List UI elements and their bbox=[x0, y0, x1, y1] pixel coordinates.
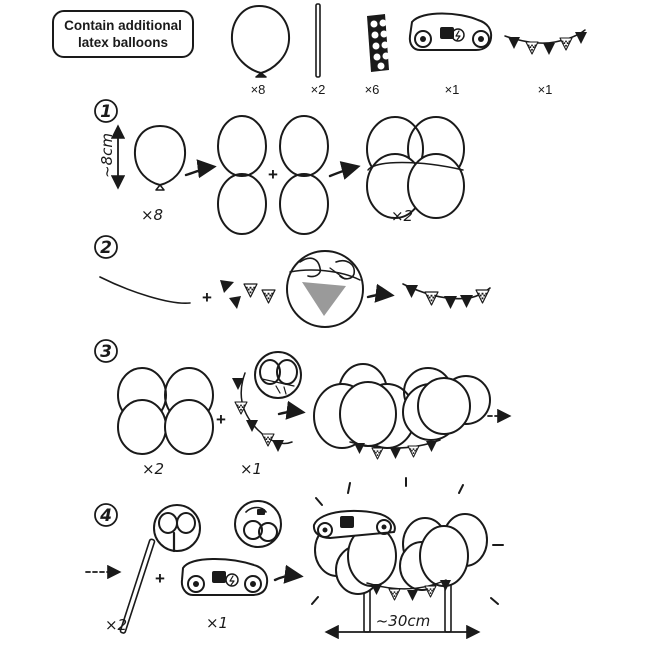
step-2 bbox=[95, 236, 490, 327]
part-stick bbox=[316, 4, 320, 77]
part-glue-dots bbox=[367, 14, 390, 72]
part-bunting bbox=[505, 30, 587, 55]
part-qty-stick: ×2 bbox=[310, 82, 326, 97]
step-3-qty-bunting: ×1 bbox=[239, 460, 263, 478]
note-line-2: latex balloons bbox=[77, 35, 169, 50]
step-1-qty-out: ×2 bbox=[390, 207, 414, 225]
final-topper bbox=[312, 478, 503, 632]
part-qty-race-car: ×1 bbox=[444, 82, 460, 97]
part-race-car bbox=[410, 14, 491, 51]
step-4-qty-car: ×1 bbox=[205, 614, 229, 632]
cluster-step-3 bbox=[118, 368, 213, 454]
topper-width-label: ~30cm bbox=[375, 612, 431, 630]
arrow-2 bbox=[368, 295, 390, 297]
step-2-number: 2 bbox=[100, 238, 112, 258]
part-qty-balloon: ×8 bbox=[250, 82, 266, 97]
step-4 bbox=[86, 478, 503, 634]
arrow-3 bbox=[279, 412, 301, 414]
note-line-1: Contain additional bbox=[64, 18, 182, 33]
balloon-size-label: ~8cm bbox=[98, 133, 116, 178]
finished-bunting bbox=[403, 284, 490, 309]
plus-sign-4: + bbox=[155, 569, 165, 588]
threading-detail bbox=[287, 251, 363, 327]
plus-sign-2: + bbox=[202, 288, 212, 307]
bunting-detail bbox=[255, 352, 301, 398]
stick-insert-detail bbox=[154, 505, 200, 551]
garland-step-3 bbox=[314, 364, 490, 459]
step-1-number: 1 bbox=[100, 102, 112, 122]
step-3 bbox=[95, 340, 508, 459]
car-attach-detail bbox=[235, 501, 281, 547]
part-qty-bunting: ×1 bbox=[537, 82, 553, 97]
arrow-1b bbox=[330, 167, 356, 176]
ribbon bbox=[100, 277, 190, 303]
step-3-number: 3 bbox=[100, 342, 112, 362]
step-4-number: 4 bbox=[100, 506, 112, 526]
step-1-qty-in: ×8 bbox=[140, 206, 164, 224]
plus-sign-3: + bbox=[216, 410, 226, 429]
arrow-4 bbox=[275, 576, 299, 580]
plus-sign-1: + bbox=[268, 165, 278, 184]
four-balloon-cluster bbox=[367, 117, 464, 218]
step-3-qty-clusters: ×2 bbox=[141, 460, 165, 478]
step-4-qty-sticks: ×2 bbox=[104, 616, 128, 634]
part-balloon bbox=[232, 6, 289, 77]
arrow-1a bbox=[186, 167, 212, 175]
loose-pennants bbox=[220, 280, 275, 309]
race-car-step-4 bbox=[182, 559, 267, 595]
part-qty-glue-dots: ×6 bbox=[364, 82, 380, 97]
